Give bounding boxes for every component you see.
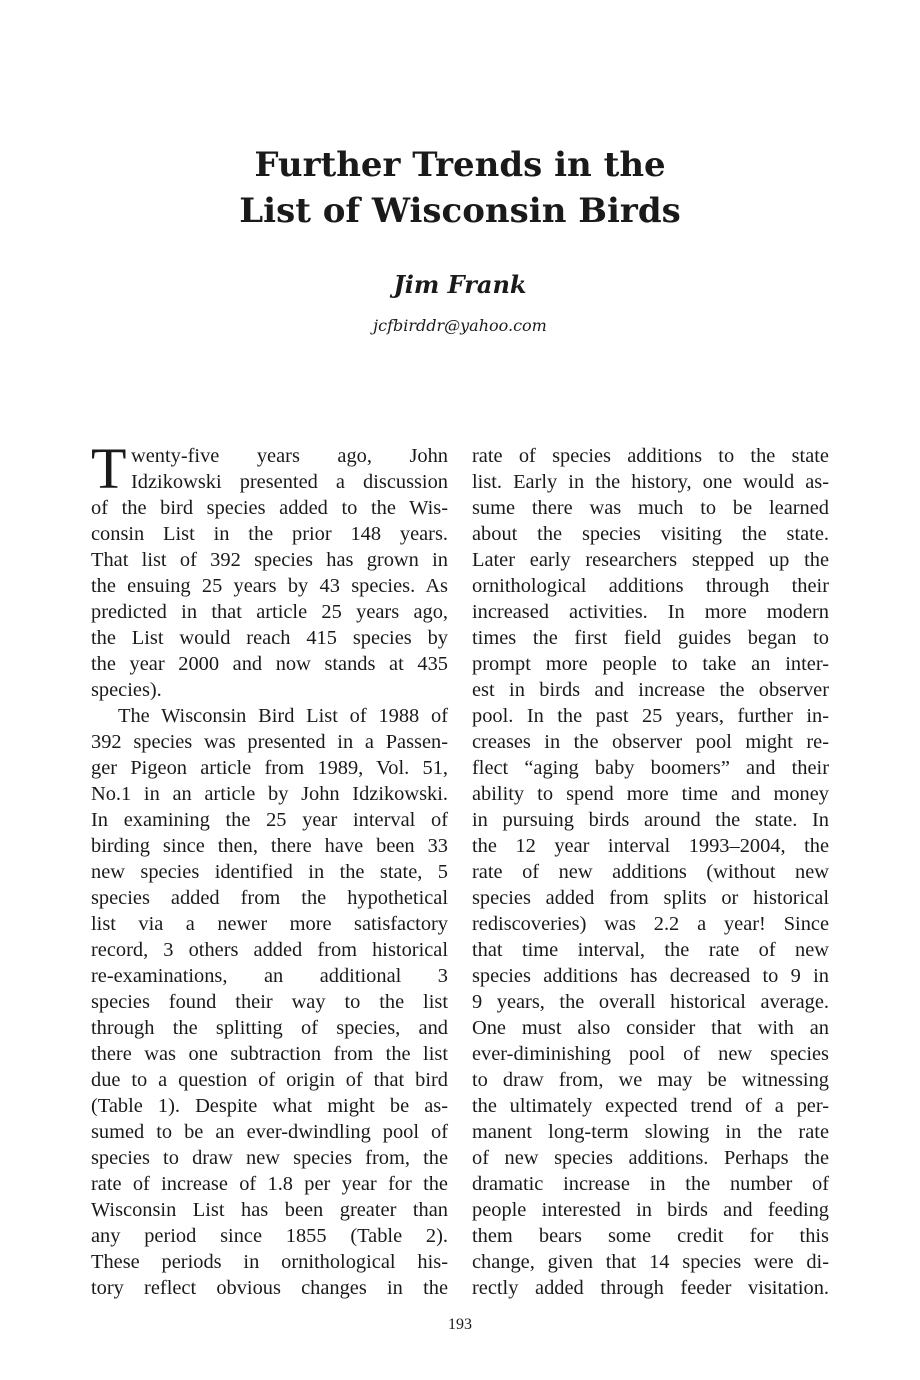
text-line: Idzikowski presented a discussion xyxy=(131,471,448,493)
text-line: sume there was much to be learned xyxy=(472,497,829,519)
text-line: species to draw new species from, the xyxy=(91,1147,448,1169)
text-line: species found their way to the list xyxy=(91,991,448,1013)
article-title xyxy=(0,142,920,234)
author-name: Jim Frank xyxy=(393,270,527,299)
text-line: of the bird species added to the Wis- xyxy=(91,497,448,519)
text-line: In examining the 25 year interval of xyxy=(91,809,448,831)
text-line: pool. In the past 25 years, further in- xyxy=(472,705,829,727)
text-line: list via a newer more satisfactory xyxy=(91,913,448,935)
text-line: sumed to be an ever-dwindling pool of xyxy=(91,1121,448,1143)
text-line: flect “aging baby boomers” and their xyxy=(472,757,829,779)
text-line: any period since 1855 (Table 2). xyxy=(91,1225,448,1247)
text-line: due to a question of origin of that bird xyxy=(91,1069,448,1091)
text-line: The Wisconsin Bird List of 1988 of xyxy=(118,705,448,727)
text-line: to draw from, we may be witnessing xyxy=(472,1069,829,1091)
text-line: re-examinations, an additional 3 xyxy=(91,965,448,987)
text-line: there was one subtraction from the list xyxy=(91,1043,448,1065)
text-line: tory reflect obvious changes in the xyxy=(91,1277,448,1299)
text-line: about the species visiting the state. xyxy=(472,523,829,545)
text-line: rate of increase of 1.8 per year for the xyxy=(91,1173,448,1195)
text-line: 392 species was presented in a Passen- xyxy=(91,731,448,753)
text-line: That list of 392 species has grown in xyxy=(91,549,448,571)
text-line: (Table 1). Despite what might be as- xyxy=(91,1095,448,1117)
text-line: the ultimately expected trend of a per- xyxy=(472,1095,829,1117)
text-line: species added from the hypothetical xyxy=(91,887,448,909)
text-line: the year 2000 and now stands at 435 xyxy=(91,653,448,675)
text-line: record, 3 others added from historical xyxy=(91,939,448,961)
title-line-2: List of Wisconsin Birds xyxy=(239,191,681,231)
text-line: times the first field guides began to xyxy=(472,627,829,649)
body-column-right xyxy=(472,443,829,1301)
text-line: through the splitting of species, and xyxy=(91,1017,448,1039)
text-line: people interested in birds and feeding xyxy=(472,1199,829,1221)
text-line: the ensuing 25 years by 43 species. As xyxy=(91,575,448,597)
text-line: rectly added through feeder visitation. xyxy=(472,1277,829,1299)
text-line: rate of new additions (without new xyxy=(472,861,829,883)
text-line: Wisconsin List has been greater than xyxy=(91,1199,448,1221)
text-line: est in birds and increase the observer xyxy=(472,679,829,701)
text-line: consin List in the prior 148 years. xyxy=(91,523,448,545)
text-line: These periods in ornithological his- xyxy=(91,1251,448,1273)
text-line: them bears some credit for this xyxy=(472,1225,829,1247)
body-column-left xyxy=(91,436,448,1301)
text-line: that time interval, the rate of new xyxy=(472,939,829,961)
text-line: rediscoveries) was 2.2 a year! Since xyxy=(472,913,829,935)
text-line: list. Early in the history, one would as- xyxy=(472,471,829,493)
text-line: Later early researchers stepped up the xyxy=(472,549,829,571)
text-line: creases in the observer pool might re- xyxy=(472,731,829,753)
text-line: in pursuing birds around the state. In xyxy=(472,809,829,831)
text-line: predicted in that article 25 years ago, xyxy=(91,601,448,623)
text-line: wenty-five years ago, John xyxy=(131,445,448,467)
text-line: ornithological additions through their xyxy=(472,575,829,597)
text-line: One must also consider that with an xyxy=(472,1017,829,1039)
page-number: 193 xyxy=(448,1316,472,1333)
author-email: jcfbirddr@yahoo.com xyxy=(373,316,547,335)
text-line: dramatic increase in the number of xyxy=(472,1173,829,1195)
text-line: 9 years, the overall historical average. xyxy=(472,991,829,1013)
text-line: species additions has decreased to 9 in xyxy=(472,965,829,987)
text-line: birding since then, there have been 33 xyxy=(91,835,448,857)
text-line: species). xyxy=(91,679,162,701)
text-line: species added from splits or historical xyxy=(472,887,829,909)
text-line: ability to spend more time and money xyxy=(472,783,829,805)
text-line: increased activities. In more modern xyxy=(472,601,829,623)
text-line: of new species additions. Perhaps the xyxy=(472,1147,829,1169)
text-line: new species identified in the state, 5 xyxy=(91,861,448,883)
drop-cap-block xyxy=(91,436,448,501)
title-line-1: Further Trends in the xyxy=(254,145,666,185)
text-line: rate of species additions to the state xyxy=(472,445,829,467)
text-line: the List would reach 415 species by xyxy=(91,627,448,649)
drop-cap: T xyxy=(91,436,127,501)
text-line: the 12 year interval 1993–2004, the xyxy=(472,835,829,857)
text-line: ever-diminishing pool of new species xyxy=(472,1043,829,1065)
text-line: ger Pigeon article from 1989, Vol. 51, xyxy=(91,757,448,779)
text-line: No.1 in an article by John Idzikowski. xyxy=(91,783,448,805)
text-line: change, given that 14 species were di- xyxy=(472,1251,829,1273)
text-line: manent long-term slowing in the rate xyxy=(472,1121,829,1143)
text-line: prompt more people to take an inter- xyxy=(472,653,829,675)
